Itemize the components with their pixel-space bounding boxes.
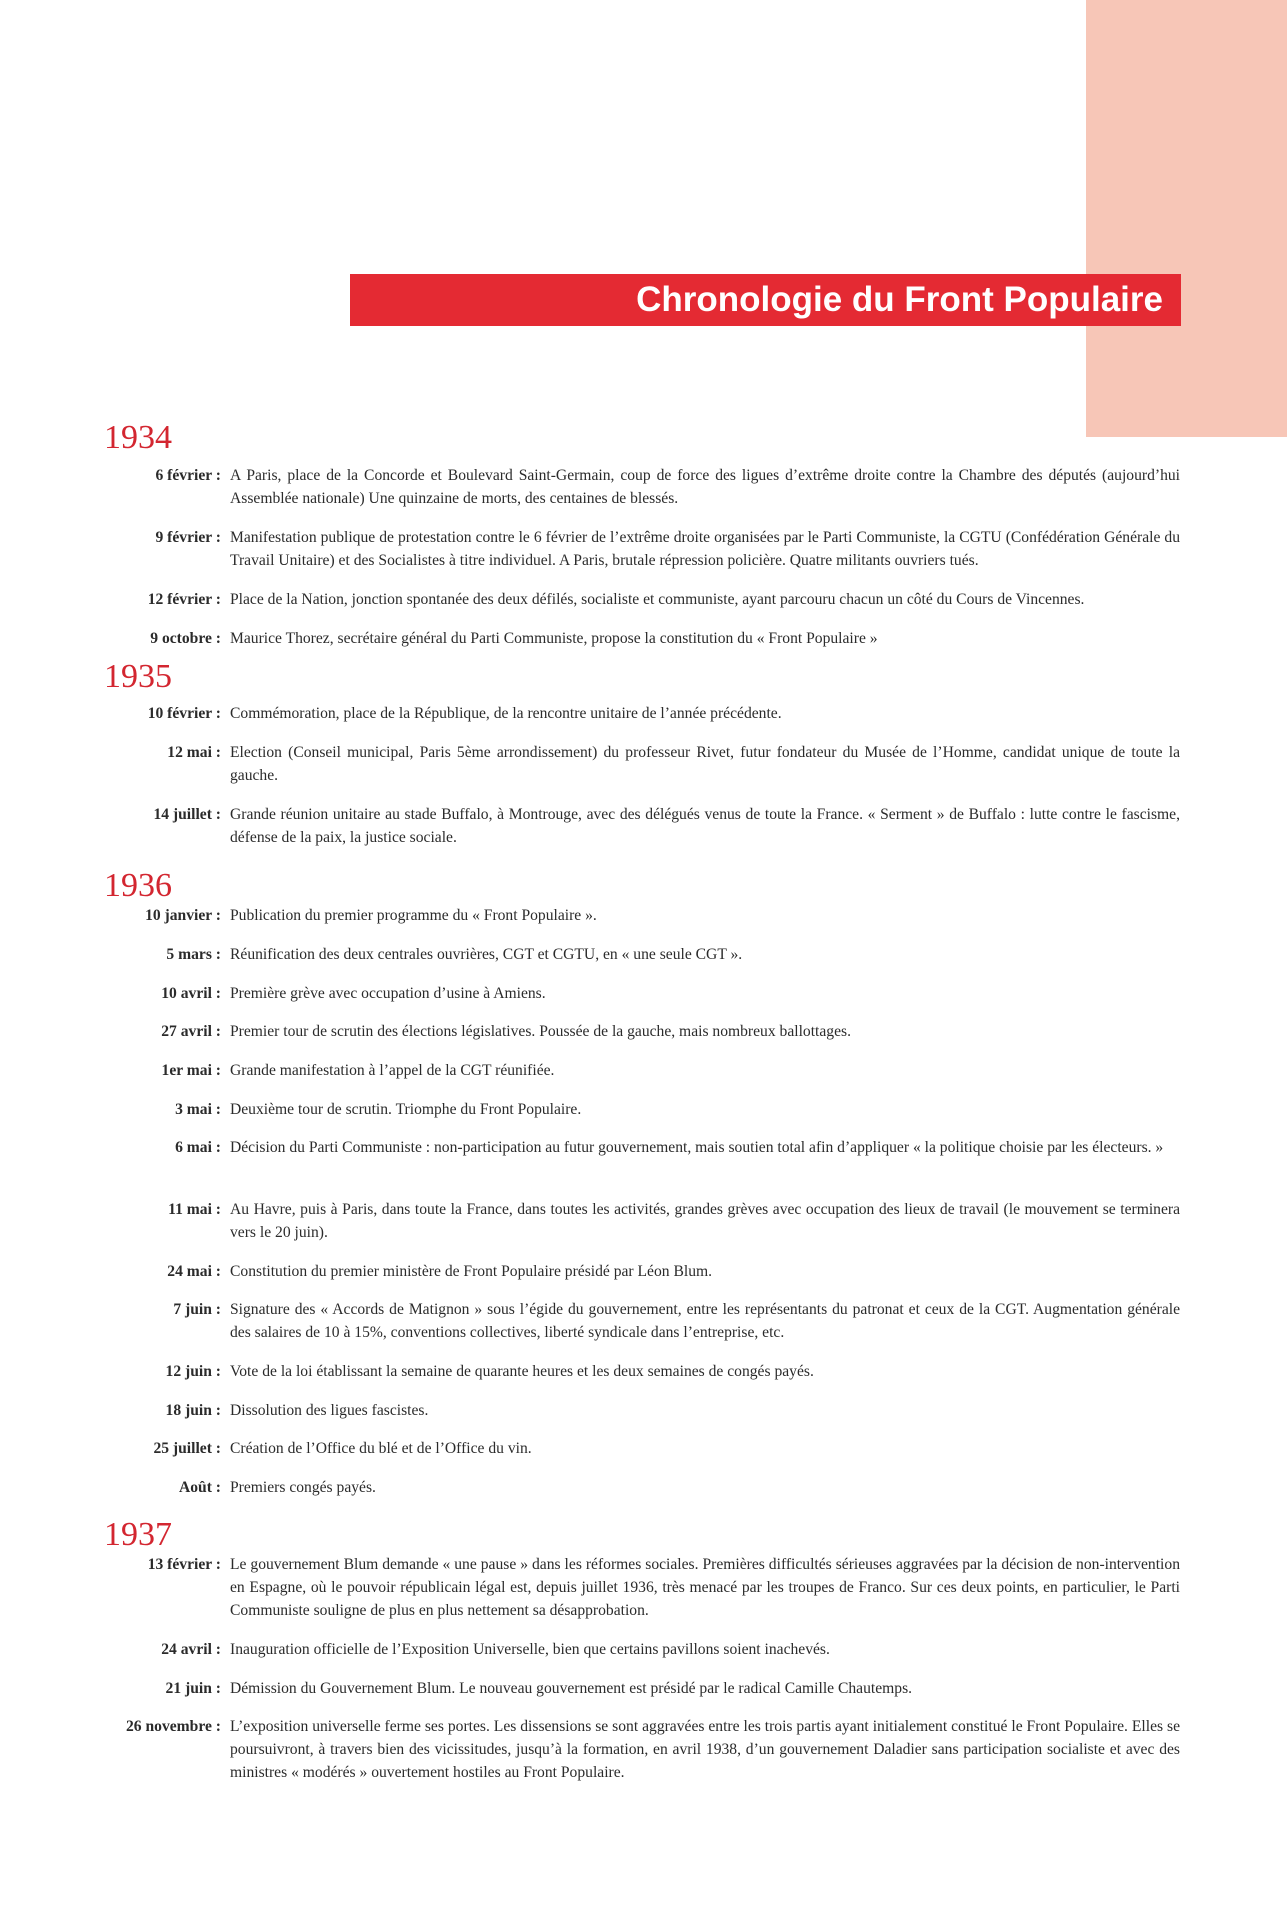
entry-text: Grande réunion unitaire au stade Buffalo, à Montrouge, avec des délégués venus de toute la France. « Serment » de Buffalo : lutte contre le fascisme, défense de la paix, la justice sociale. [230,806,1180,846]
entry-text: Au Havre, puis à Paris, dans toute la France, dans toutes les activités, grandes grèves avec occupation des lieux de travail (le mouvement se terminera vers le 20 juin). [230,1201,1180,1241]
year-heading: 1934 [104,419,172,456]
entry-text: Deuxième tour de scrutin. Triomphe du Front Populaire. [230,1101,582,1118]
entry-text: Election (Conseil municipal, Paris 5ème arrondissement) du professeur Rivet, futur fondateur du Musée de l’Homme, candidat unique de toute la gauche. [230,744,1180,784]
entry-text: Premiers congés payés. [230,1479,376,1496]
entry-date: 6 mai : [175,1139,221,1156]
entry-date: 26 novembre : [126,1718,221,1735]
entry-text: Dissolution des ligues fascistes. [230,1402,429,1419]
entry-text: Le gouvernement Blum demande « une pause » dans les réformes sociales. Premières difficultés sérieuses aggravées par la décision de non-intervention en Espagne, où le pouvoir républicain légal est, depuis juillet 1936, très menacé par les troupes de Franco. Sur ces deux points, en particulier, le Parti Communiste souligne de plus en plus nettement sa désapprobation. [230,1556,1180,1619]
entry-text: Première grève avec occupation d’usine à Amiens. [230,985,546,1002]
entry-text: Signature des « Accords de Matignon » sous l’égide du gouvernement, entre les représentants du patronat et ceux de la CGT. Augmentation générale des salaires de 10 à 15%, conventions collectives, liberté syndicale dans l’entreprise, etc. [230,1301,1180,1341]
entry-text: L’exposition universelle ferme ses portes. Les dissensions se sont aggravées entre les trois partis ayant initialement constitué le Front Populaire. Elles se poursuivront, à travers bien des vicissitudes, jusqu’à la formation, en avril 1938, d’un gouvernement Daladier sans participation socialiste et avec des ministres « modérés » ouvertement hostiles au Front Populaire. [230,1718,1180,1781]
entry-date: 1er mai : [161,1062,221,1079]
year-heading: 1935 [104,658,172,695]
entry-date: 10 avril : [161,985,221,1002]
entry-date: 18 juin : [165,1402,221,1419]
entry-date: 10 janvier : [145,907,221,924]
entry-date: 14 juillet : [153,806,221,823]
entry-text: Place de la Nation, jonction spontanée des deux défilés, socialiste et communiste, ayant parcouru chacun un côté du Cours de Vincennes. [230,591,1085,608]
entry-date: 12 juin : [165,1363,221,1380]
entry-text: Réunification des deux centrales ouvrières, CGT et CGTU, en « une seule CGT ». [230,946,743,963]
entry-date: 25 juillet : [153,1440,221,1457]
entry-date: 27 avril : [161,1023,221,1040]
entry-text: Publication du premier programme du « Front Populaire ». [230,907,597,924]
entry-text: Premier tour de scrutin des élections législatives. Poussée de la gauche, mais nombreux ballottages. [230,1023,851,1040]
entry-date: 7 juin : [173,1301,221,1318]
entry-date: 24 mai : [167,1263,221,1280]
entry-date: 21 juin : [165,1680,221,1697]
entry-date: 3 mai : [175,1101,221,1118]
entry-date: 9 février : [155,529,221,546]
entry-text: Inauguration officielle de l’Exposition Universelle, bien que certains pavillons soient inachevés. [230,1641,830,1658]
title-banner [350,274,1181,326]
entry-text: Manifestation publique de protestation contre le 6 février de l’extrême droite organisées par le Parti Communiste, la CGTU (Confédération Générale du Travail Unitaire) et des Socialistes à titre individuel. A Paris, brutale répression policière. Quatre militants ouvriers tués. [230,529,1180,569]
page-title: Chronologie du Front Populaire [636,280,1163,319]
entry-date: 24 avril : [161,1641,221,1658]
entry-text: Démission du Gouvernement Blum. Le nouveau gouvernement est présidé par le radical Camille Chautemps. [230,1680,913,1697]
entry-date: 5 mars : [166,946,221,963]
entry-text: Constitution du premier ministère de Front Populaire présidé par Léon Blum. [230,1263,713,1280]
entry-date: 12 février : [147,591,221,608]
entry-text: Commémoration, place de la République, de la rencontre unitaire de l’année précédente. [230,705,782,722]
entry-date: 13 février : [147,1556,221,1573]
entry-date: 11 mai : [168,1201,221,1218]
entry-date: Août : [178,1479,221,1496]
entry-date: 6 février : [155,467,221,484]
decorative-pink-block [1086,0,1287,437]
year-heading: 1936 [104,867,172,904]
entry-date: 9 octobre : [150,630,221,647]
year-heading: 1937 [104,1516,172,1553]
entry-text: Grande manifestation à l’appel de la CGT réunifiée. [230,1062,555,1079]
entry-text: Décision du Parti Communiste : non-participation au futur gouvernement, mais soutien total afin d’appliquer « la politique choisie par les électeurs. » [230,1139,1164,1156]
entry-text: Vote de la loi établissant la semaine de quarante heures et les deux semaines de congés payés. [230,1363,814,1380]
entry-date: 10 février : [147,705,221,722]
entry-text: Maurice Thorez, secrétaire général du Parti Communiste, propose la constitution du « Front Populaire » [230,630,878,647]
entry-text: Création de l’Office du blé et de l’Office du vin. [230,1440,532,1457]
entry-date: 12 mai : [167,744,221,761]
entry-text: A Paris, place de la Concorde et Boulevard Saint-Germain, coup de force des ligues d’extrême droite contre la Chambre des députés (aujourd’hui Assemblée nationale) Une quinzaine de morts, des centaines de blessés. [230,467,1180,507]
